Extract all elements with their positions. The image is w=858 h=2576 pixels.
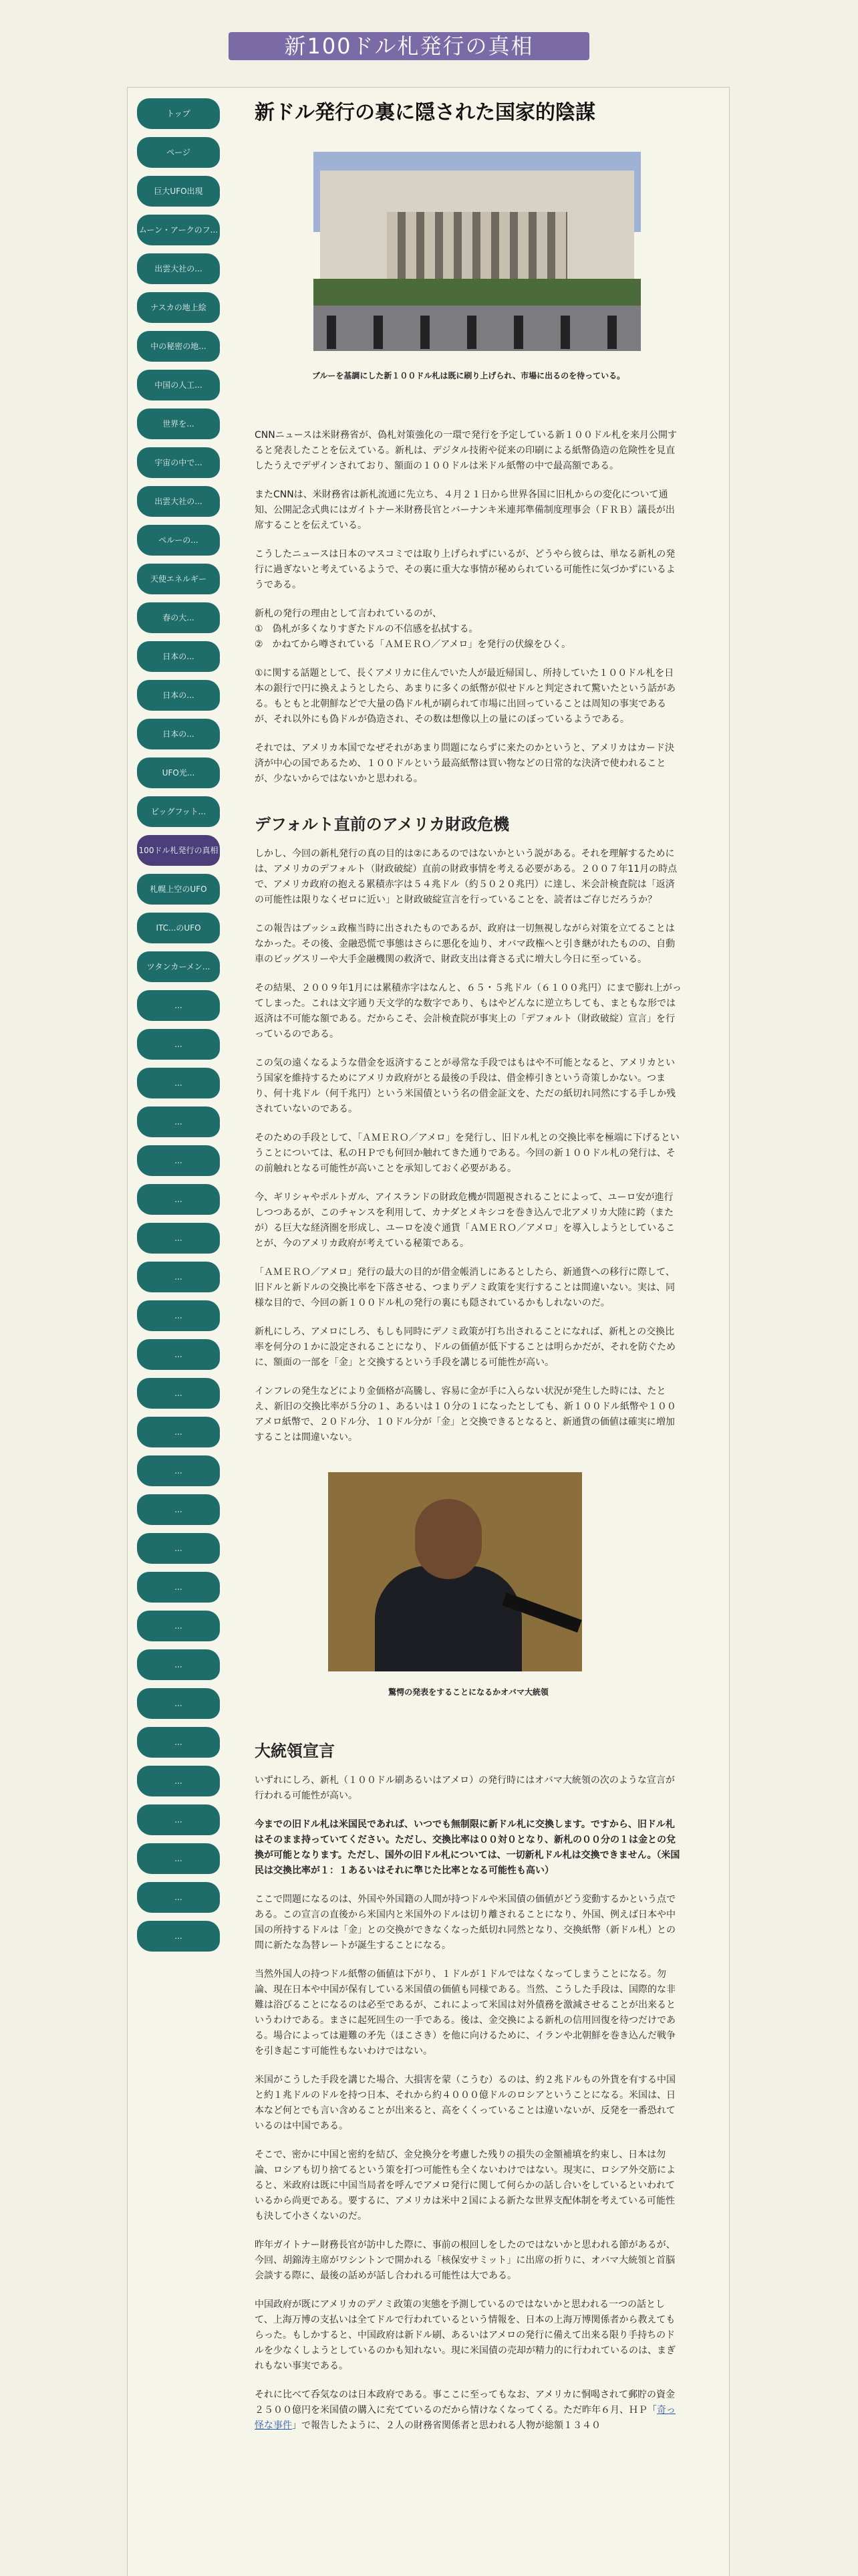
- obama-photo: [328, 1472, 582, 1671]
- sidebar-nav: [128, 88, 223, 1960]
- page-banner: 新100ドル札発行の真相: [229, 32, 589, 60]
- fed-building-photo: [313, 152, 641, 351]
- sidebar-nav-item[interactable]: ナスカの地上絵: [137, 292, 220, 323]
- sidebar-nav-item[interactable]: ...: [137, 1494, 220, 1525]
- sidebar-nav-item[interactable]: 日本の...: [137, 719, 220, 749]
- article-paragraph: 今、ギリシャやポルトガル、アイスランドの財政危機が問題視されることによって、ユーロ安が進行しつつあるが、このチャンスを利用して、カナダとメキシコを巻き込んで北アメリカ大陸に跨（またが）る巨大な経済圏を形成し、ユーロを凌ぐ通貨「ＡＭＥＲＯ／アメロ」を導入しようとしていることが、今のアメリカ政府が考えている秘策である。: [255, 1192, 676, 1249]
- sidebar-nav-item[interactable]: 出雲大社の...: [137, 486, 220, 517]
- sidebar-nav-item[interactable]: ...: [137, 1804, 220, 1835]
- sidebar-nav-item[interactable]: ムーン・アークのフ...: [137, 215, 220, 245]
- sidebar-nav-item[interactable]: ...: [137, 1649, 220, 1680]
- sidebar-nav-item[interactable]: ...: [137, 1572, 220, 1603]
- article-paragraph: 当然外国人の持つドル紙幣の価値は下がり、１ドルが１ドルではなくなってしまうことになる。勿論、現在日本や中国が保有している米国債の価値も同様である。当然、こうした手段は、国際的な非難は浴びることになるのは必至であるが、これによって米国は対外債務を激減させることが出来るというわけである。まさに起死回生の一手である。後は、金交換による新札の信用回復を待つだけである。場合によっては避難の矛先（ほこさき）を他に向けるために、イランや北朝鮮を巻き込んだ戦争を引き起こす可能性もないわけではない。: [255, 1969, 676, 2057]
- article-paragraph: それでは、アメリカ本国でなぜそれがあまり問題にならずに来たのかというと、アメリカはカード決済が中心の国であるため、１００ドルという最高紙幣は買い物などの日常的な決済で使われることが、少ないからではないかと思われる。: [255, 743, 675, 784]
- sidebar-nav-item[interactable]: 天使エネルギー: [137, 564, 220, 594]
- sidebar-nav-item[interactable]: ペルーの...: [137, 525, 220, 556]
- article-paragraph: そのための手段として、「ＡＭＥＲＯ／アメロ」を発行し、旧ドル札との交換比率を極端に下げるということについては、私のＨＰでも何回か触れてきた通りである。今回の新１００ドル札の発行は、その前触れとなる可能性が高いことを承知しておく必要がある。: [255, 1133, 680, 1174]
- sidebar-nav-item[interactable]: 日本の...: [137, 680, 220, 711]
- sidebar-nav-item[interactable]: ...: [137, 1417, 220, 1447]
- sidebar-nav-item[interactable]: 中の秘密の地...: [137, 331, 220, 362]
- sidebar-nav-item[interactable]: 春の大...: [137, 602, 220, 633]
- sidebar-nav-item[interactable]: ...: [137, 1223, 220, 1254]
- sidebar-nav-item[interactable]: ...: [137, 1882, 220, 1913]
- paragraph-text: それに比べて呑気なのは日本政府である。事ここに至ってもなお、アメリカに恫喝されて郵貯の資金２５００億円を米国債の購入に充てているのだから情けなくなってくる。ただ昨年６月、ＨＰ「: [255, 2389, 676, 2416]
- sidebar-nav-item[interactable]: ...: [137, 1533, 220, 1564]
- paragraphs-section-1: [255, 428, 682, 787]
- sidebar-nav-item[interactable]: ...: [137, 1300, 220, 1331]
- sidebar-nav-item[interactable]: ...: [137, 1688, 220, 1719]
- sidebar-nav-item[interactable]: ページ: [137, 137, 220, 168]
- sidebar-nav-item[interactable]: 宇宙の中で...: [137, 447, 220, 478]
- sidebar-nav-item[interactable]: 出雲大社の...: [137, 253, 220, 284]
- sidebar-nav-item[interactable]: 札幌上空のUFO: [137, 874, 220, 905]
- sidebar-nav-item[interactable]: ...: [137, 1068, 220, 1098]
- sidebar-nav-item[interactable]: ...: [137, 1843, 220, 1874]
- sidebar-nav-item[interactable]: ...: [137, 1727, 220, 1758]
- article-paragraph: 昨年ガイトナー財務長官が訪中した際に、事前の根回しをしたのではないかと思われる節があるが、今回、胡錦涛主席がワシントンで開かれる「核保安サミット」に出席の折りに、オバマ大統領と首脳会談する際に、最後の話めが話し合われる可能性は大である。: [255, 2240, 676, 2281]
- article-paragraph: CNNニュースは米財務省が、偽札対策強化の一環で発行を予定している新１００ドル札を来月公開すると発表したことを伝えている。新札は、デジタル技術や従来の印刷による紙幣偽造の危険性を見直したうえでデザインされており、額面の１００ドルは米ドル紙幣の中で最高額である。: [255, 430, 678, 471]
- sidebar-nav-item[interactable]: 100ドル札発行の真相: [137, 835, 220, 866]
- article-paragraph: この報告はブッシュ政権当時に出されたものであるが、政府は一切無視しながら対策を立てることはなかった。その後、金融恐慌で事態はさらに悪化を辿り、オバマ政権へと引き継がれたものの、自動車のビッグスリーや大手金融機関の救済で、財政支出は膏さる式に増大し今日に至っている。: [255, 923, 676, 965]
- sidebar-nav-item[interactable]: ...: [137, 1145, 220, 1176]
- sidebar-nav-item[interactable]: ...: [137, 990, 220, 1021]
- sidebar-nav-item[interactable]: 日本の...: [137, 641, 220, 672]
- article-paragraph: 「ＡＭＥＲＯ／アメロ」発行の最大の目的が借金帳消しにあるとしたら、新通貨への移行に際して、旧ドルと新ドルの交換比率を下落させる、つまりデノミ政策を実行することは間違いない。実は、同様な目的で、今回の新１００ドル札の発行の裏にも隠されているかもしれないのだ。: [255, 1267, 676, 1308]
- article-paragraph: [255, 2387, 682, 2434]
- article-paragraph: しかし、今回の新札発行の真の目的は②にあるのではないかという説がある。それを理解するためには、アメリカのデフォルト（財政破綻）直前の財政事情を考える必要がある。２００７年11月の時点で、アメリカ政府の抱える累積赤字は５４兆ドル（約５０２０兆円）に達し、米会計検査院は「返済の可能性は限りなくゼロに近い」と財政破綻宣言を行っていることを、読者はご存じだろうか？: [255, 848, 678, 905]
- sidebar-nav-item[interactable]: 巨大UFO出現: [137, 176, 220, 207]
- article-link[interactable]: 奇っ怪な事件: [255, 2405, 676, 2431]
- sidebar-nav-item[interactable]: ...: [137, 1921, 220, 1952]
- sidebar-nav-item[interactable]: 中国の人工...: [137, 370, 220, 400]
- photo-caption: ブルーを基調にした新１００ドル札は既に刷り上げられ、市場に出るのを待っている。: [311, 371, 625, 380]
- sidebar-nav-item[interactable]: UFO光...: [137, 757, 220, 788]
- sidebar-nav-item[interactable]: トップ: [137, 98, 220, 129]
- article-paragraph: 今までの旧ドル札は米国民であれば、いつでも無制限に新ドル札に交換します。ですから、旧ドル札はそのまま持っていてください。ただし、交換比率は００対０となり、新札の００分の１は金との兌換が可能となります。ただし、国外の旧ドル札については、一切新札ドル札は交換できません。（米国民は交換比率が１：１あるいはそれに準じた比率となる可能性も高い）: [255, 1819, 680, 1876]
- article-paragraph: またCNNは、米財務省は新札流通に先立ち、４月２１日から世界各国に旧札からの変化について通知、公開記念式典にはガイトナー米財務長官とバーナンキ米連邦準備制度理事会（ＦＲＢ）議長が出席することを伝えている。: [255, 489, 675, 531]
- sidebar-nav-item[interactable]: ...: [137, 1378, 220, 1409]
- sidebar-nav-item[interactable]: ビッグフット...: [137, 796, 220, 827]
- article-paragraph: ①に関する話題として、長くアメリカに住んでいた人が最近帰国し、所持していた１００ドル札を日本の銀行で円に換えようとしたら、あまりに多くの紙幣が似せドルと判定されて驚いたという話がある。もともと北朝鮮などで大量の偽ドル札が刷られて市場に出回っていることは周知の事実であるが、それ以外にも偽ドルが偽造され、その数は想像以上の量にのぼっているようである。: [255, 668, 676, 725]
- section-heading-default: デフォルト直前のアメリカ財政危機: [255, 815, 510, 834]
- page-title: 新ドル発行の裏に隠された国家的陰謀: [255, 101, 595, 124]
- paragraph-text: 」で報告したように、２人の財務省関係者と思われる人物が総額１３４０: [292, 2420, 601, 2431]
- article-paragraph: いずれにしろ、新札（１００ドル刷あるいはアメロ）の発行時にはオバマ大統領の次のような宣言が行われる可能性が高い。: [255, 1775, 675, 1801]
- sidebar-nav-item[interactable]: ...: [137, 1029, 220, 1060]
- paragraphs-section-3: [255, 1773, 682, 2374]
- article-paragraph: その結果、２００９年1月には累積赤字はなんと、６５・５兆ドル（６１００兆円）にまで膨れ上がってしまった。これは文字通り天文学的な数字であり、もはやどんなに逆立ちしても、まともな形では返済は不可能な額である。だからこそ、会計検査院が事実上の「デフォルト（財政破綻）宣言」を行っているのである。: [255, 983, 682, 1040]
- article-paragraph: この気の遠くなるような借金を返済することが尋常な手段ではもはや不可能となると、アメリカという国家を維持するためにアメリカ政府がとる最後の手段は、借金棒引きという奇策しかない。つまり、何十兆ドル（何千兆円）という米国債という名の借金証文を、ただの紙切れ同然にする手しか残されていないのである。: [255, 1058, 676, 1115]
- sidebar-nav-item[interactable]: ...: [137, 1339, 220, 1370]
- article-paragraph: ここで問題になるのは、外国や外国籍の人間が持つドルや米国債の価値がどう変動するかという点である。この宣言の直後から米国内と米国外のドルは切り離されることになり、外国、例えば日本や中国の所持するドルは「金」との交換ができなくなった紙切れ同然となり、交換紙幣（新ドル札）との間に新たな為替レートが誕生することになる。: [255, 1894, 676, 1951]
- article-paragraph: こうしたニュースは日本のマスコミでは取り上げられずにいるが、どうやら彼らは、単なる新札の発行に過ぎないと考えているようで、その裏に重大な事情が秘められている可能性に気づかずにいるようである。: [255, 549, 676, 590]
- photo-caption-2: 驚愕の発表をすることになるかオバマ大統領: [388, 1687, 549, 1697]
- article-paragraph: インフレの発生などにより金価格が高騰し、容易に金が手に入らない状況が発生した時には、たとえ、新旧の交換比率が５分の１、あるいは１０分の１になったとしても、新１００ドル紙幣や１００アメロ紙幣で、２０ドル分、１０ドル分が「金」と交換できるとなると、新通貨の価値は確実に増加することは間違いない。: [255, 1386, 676, 1443]
- sidebar-nav-item[interactable]: ...: [137, 1766, 220, 1796]
- paragraphs-section-2: [255, 846, 682, 1445]
- sidebar-nav-item[interactable]: 世界を...: [137, 408, 220, 439]
- sidebar-nav-item[interactable]: ...: [137, 1611, 220, 1641]
- article-paragraph: 新札にしろ、アメロにしろ、もしも同時にデノミ政策が打ち出されることになれば、新札との交換比率を何分の１かに設定されることになり、ドルの価値が低下することは明らかだが、それを防ぐために、額面の一部を「金」と交換するという手段を講じる可能性が高い。: [255, 1326, 676, 1368]
- sidebar-nav-item[interactable]: ...: [137, 1455, 220, 1486]
- sidebar-nav-item[interactable]: ITC...のUFO: [137, 913, 220, 943]
- sidebar-nav-item[interactable]: ...: [137, 1262, 220, 1292]
- article-paragraph: そこで、密かに中国と密約を結び、金兌換分を考慮した残りの損失の金額補填を約束し、日本は勿論、ロシアも切り捨てるという策を打つ可能性も全くないわけではない。現実に、ロシア外交筋によると、米政府は既に中国当局者を呼んでアメロ発行に関して何らかの話し合いをしているといわれているから尚更である。要するに、アメリカは米中２国による新たな世界支配体制を考えている可能性も決して小さくないのだ。: [255, 2149, 676, 2222]
- section-heading-declaration: 大統領宣言: [255, 1742, 335, 1760]
- sidebar-nav-item[interactable]: ...: [137, 1106, 220, 1137]
- article-paragraph: 米国がこうした手段を講じた場合、大損害を蒙（こうむ）るのは、約２兆ドルもの外貨を有する中国と約１兆ドルのドルを持つ日本、それから約４０００億ドルのロシアということになる。米国は、日本など何とでも言い含めることが出来ると、高をくくっていることは違いないが、反発を一番恐れているのは中国である。: [255, 2075, 676, 2131]
- sidebar-nav-item[interactable]: ...: [137, 1184, 220, 1215]
- main-article: [255, 88, 682, 2447]
- content-frame: [127, 87, 730, 2576]
- article-paragraph: 中国政府が既にアメリカのデノミ政策の実態を予測しているのではないかと思われる一つの話として、上海万博の支払いは全てドルで行われているという情報を、日本の上海万博関係者から教えてもらった。もしかすると、中国政府は新ドル刷、あるいはアメロの発行に備えて出来る限り手持ちのドルを少なくしようとしているのかも知れない。現に米国債の売却が精力的に行われているのは、まぎれもない事実である。: [255, 2299, 676, 2371]
- article-paragraph: 新札の発行の理由として言われているのが、 ① 偽札が多くなりすぎたドルの不信感を払拭する。 ② かねてから噂されている「ＡＭＥＲＯ／アメロ」を発行の伏線をひく。: [255, 608, 571, 650]
- sidebar-nav-item[interactable]: ツタンカーメン...: [137, 951, 220, 982]
